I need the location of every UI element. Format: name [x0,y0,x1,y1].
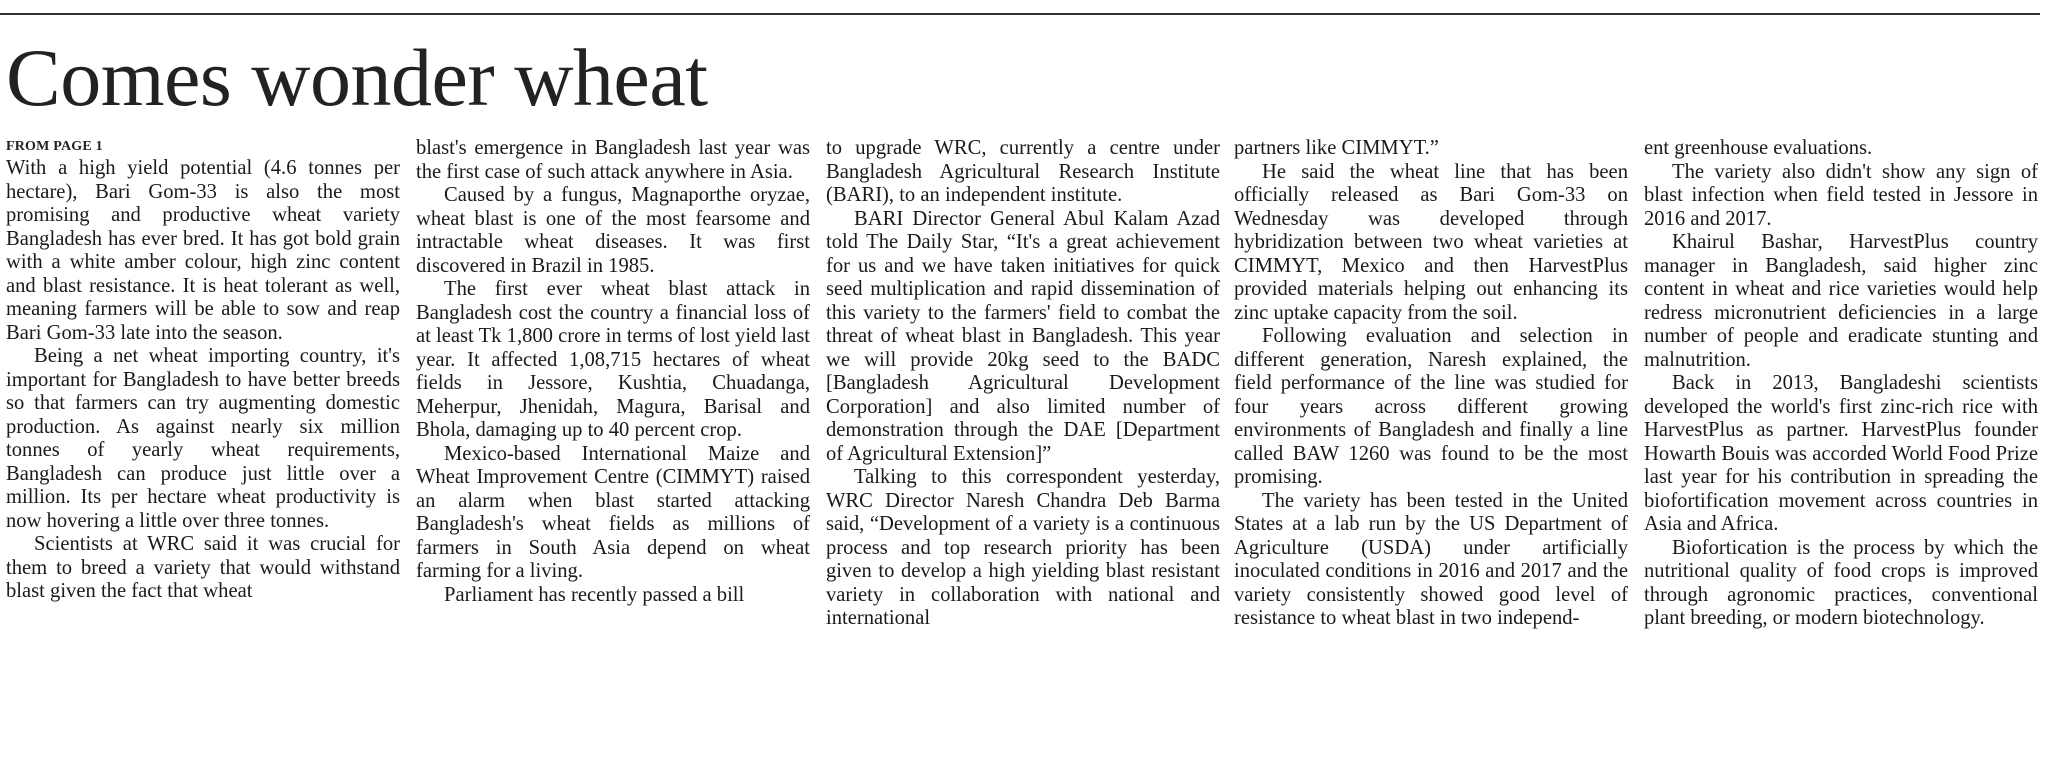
headline: Comes wonder wheat [6,32,708,123]
paragraph: Biofortication is the process by which the nutritional quality of food crops is improved through agronomic practices, conventional plant breeding, or modern biotechnology. [1644,536,2038,629]
paragraph: Back in 2013, Bangladeshi scientists developed the world's first zinc-rich rice with HarvestPlus as partner. HarvestPlus founder Howarth Bouis was accorded World Food Prize last year for his contribution in spreading the biofortification movement across countries in Asia and Africa. [1644,372,2038,535]
paragraph: Caused by a fungus, Magnaporthe oryzae, wheat blast is one of the most fearsome and intractable wheat diseases. It was first discovered in Brazil in 1985. [416,184,810,277]
top-rule [0,13,2040,15]
paragraph: Khairul Bashar, HarvestPlus country manager in Bangladesh, said higher zinc content in wheat and rice varieties would help redress micronutrient deficiencies in a large number of people and eradicate stunting and malnutrition. [1644,231,2038,371]
column-4 [1234,137,1628,777]
paragraph: Scientists at WRC said it was crucial for them to breed a variety that would withstand blast given the fact that wheat [6,533,400,602]
paragraph: He said the wheat line that has been officially released as Bari Gom-33 on Wednesday was developed through hybridization between two wheat varieties at CIMMYT, Mexico and then HarvestPlus provided materials helping out enhancing its zinc uptake capacity from the soil. [1234,160,1628,324]
kicker: FROM PAGE 1 [6,139,103,154]
paragraph: Mexico-based International Maize and Wheat Improvement Centre (CIMMYT) raised an alarm when blast started attacking Bangladesh's wheat fields as millions of farmers in South Asia depend on wheat farming for a living. [416,442,810,582]
paragraph: The variety has been tested in the United States at a lab run by the US Department of Agriculture (USDA) under artificially inoculated conditions in 2016 and 2017 and the variety consistently showed good level of resistance to wheat blast in two independ- [1234,489,1628,629]
paragraph: Being a net wheat importing country, it's important for Bangladesh to have better breeds so that farmers can try augmenting domestic production. As against nearly six million tonnes of yearly wheat requirements, Bangladesh can produce just little over a million. Its per hectare wheat productivity is now hovering a little over three tonnes. [6,345,400,532]
paragraph: Parliament has recently passed a bill [444,583,745,606]
column-2 [416,137,810,777]
paragraph: The first ever wheat blast attack in Bangladesh cost the country a financial loss of at least Tk 1,800 crore in terms of lost yield last year. It affected 1,08,715 hectares of wheat fields in Jessore, Kushtia, Chuadanga, Meherpur, Jhenidah, Magura, Barisal and Bhola, damaging up to 40 percent crop. [416,278,810,441]
paragraph: blast's emergence in Bangladesh last year was the first case of such attack anywhere in Asia. [416,137,810,183]
paragraph: BARI Director General Abul Kalam Azad told The Daily Star, “It's a great achievement for us and we have taken initiatives for quick seed multiplication and rapid dissemination of this variety to the farmers' field to combat the threat of wheat blast in Bangladesh. This year we will provide 20kg seed to the BADC [Bangladesh Agricultural Development Corporation] and also limited number of demonstration through the DAE [Department of Agricultural Extension]” [826,207,1220,465]
column-1 [6,137,400,777]
paragraph: ent greenhouse evaluations. [1644,137,1873,159]
paragraph: partners like CIMMYT.” [1234,137,1439,159]
paragraph: Following evaluation and selection in different generation, Naresh explained, the field performance of the line was studied for four years across different growing environments of Bangladesh and finally a line called BAW 1260 was found to be the most promising. [1234,325,1628,488]
column-3 [826,137,1220,777]
paragraph: The variety also didn't show any sign of blast infection when field tested in Jessore in 2016 and 2017. [1644,160,2038,230]
paragraph: to upgrade WRC, currently a centre under Bangladesh Agricultural Research Institute (BARI), to an independent institute. [826,137,1220,206]
paragraph: With a high yield potential (4.6 tonnes per hectare), Bari Gom-33 is also the most promising and productive wheat variety Bangladesh has ever bred. It has got bold grain with a white amber colour, high zinc content and blast resistance. It is heat tolerant as well, meaning farmers will be able to sow and reap Bari Gom-33 late into the season. [6,157,400,344]
paragraph: Talking to this correspondent yesterday, WRC Director Naresh Chandra Deb Barma said, “Development of a variety is a continuous process and top research priority has been given to develop a high yielding blast resistant variety in collaboration with national and international [826,466,1220,629]
article-body [6,137,2040,777]
column-5 [1644,137,2038,777]
